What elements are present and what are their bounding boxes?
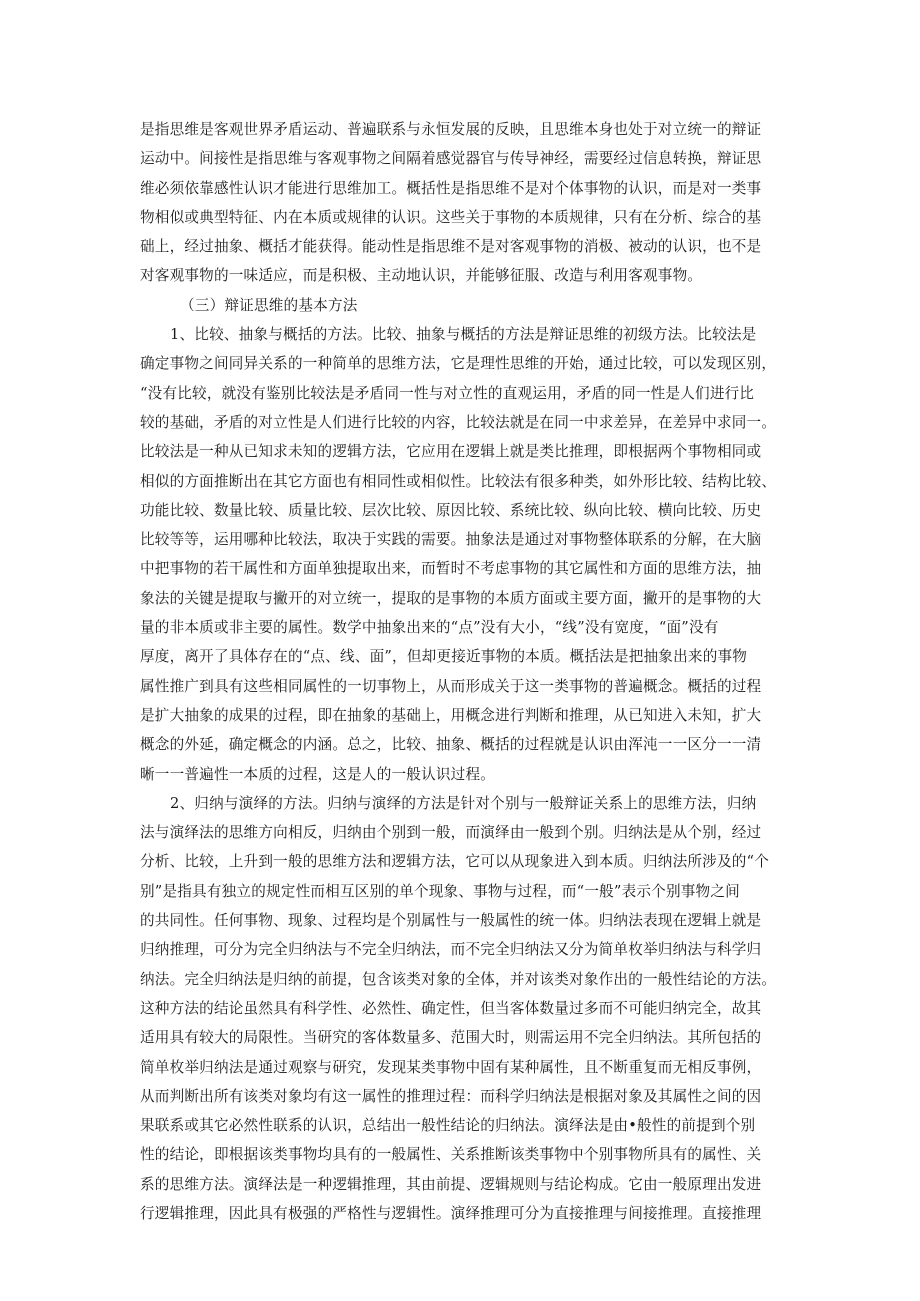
text-line: 厚度，离开了具体存在的“点、线、面”，但却更接近事物的本质。概括法是把抽象出来的事物 <box>140 648 748 666</box>
body-text <box>140 115 800 1228</box>
text-line: 确定事物之间同异关系的一种简单的思维方法，它是理性思维的开始，通过比较，可以发现区别， <box>140 355 777 373</box>
text-line: 对客观事物的一味适应，而是积极、主动地认识，并能够征服、改造与利用客观事物。 <box>140 267 703 285</box>
text-line: 较的基础，矛盾的对立性是人们进行比较的内容，比较法就是在同一中求差异，在差异中求同一。 <box>140 413 777 431</box>
text-line: 适用具有较大的局限性。当研究的客体数量多、范围大时，则需运用不完全归纳法。其所包括的 <box>140 1029 762 1047</box>
text-line: 2、归纳与演绎的方法。归纳与演绎的方法是针对个别与一般辩证关系上的思维方法，归纳 <box>170 794 757 812</box>
text-line: 是指思维是客观世界矛盾运动、普遍联系与永恒发展的反映，且思维本身也处于对立统一的辩证 <box>140 121 762 138</box>
text-line: 这种方法的结论虽然具有科学性、必然性、确定性，但当客体数量过多而不可能归纳完全，故其 <box>140 999 762 1017</box>
text-line: 1、比较、抽象与概括的方法。比较、抽象与概括的方法是辩证思维的初级方法。比较法是 <box>170 326 757 344</box>
text-line: 法与演绎法的思维方向相反，归纳由个别到一般，而演绎由一般到个别。归纳法是从个别，经过 <box>140 824 762 842</box>
text-line: 运动中。间接性是指思维与客观事物之间隔着感觉器官与传导神经，需要经过信息转换，辩证思 <box>140 150 762 168</box>
paragraph-2 <box>140 320 800 789</box>
text-line: 物相似或典型特征、内在本质或规律的认识。这些关于事物的本质规律，只有在分析、综合的基 <box>140 208 762 226</box>
text-line: 中把事物的若干属性和方面单独提取出来，而暂时不考虑事物的其它属性和方面的思维方法，抽 <box>140 560 762 578</box>
text-line: 是扩大抽象的成果的过程，即在抽象的基础上，用概念进行判断和推理，从已知进入未知，扩大 <box>140 706 762 724</box>
text-line: 别”是指具有独立的规定性而相互区别的单个现象、事物与过程，而“一般”表示个别事物之间 <box>140 882 740 900</box>
text-line: 性的结论，即根据该类事物均具有的一般属性、关系推断该类事物中个别事物所具有的属性、关 <box>140 1146 762 1164</box>
text-line: 相似的方面推断出在其它方面也有相同性或相似性。比较法有很多种类，如外形比较、结构比较、 <box>140 472 777 490</box>
text-line: “没有比较，就没有鉴别比较法是矛盾同一性与对立性的直观运用，矛盾的同一性是人们进行比 <box>140 384 755 402</box>
section-heading: （三）辩证思维的基本方法 <box>180 296 358 314</box>
text-line: 系的思维方法。演绎法是一种逻辑推理，其由前提、逻辑规则与结论构成。它由一般原理出发进 <box>140 1175 762 1193</box>
text-line: 归纳推理，可分为完全归纳法与不完全归纳法，而不完全归纳法又分为简单枚举归纳法与科学归 <box>140 941 762 959</box>
text-line: 简单枚举归纳法是通过观察与研究，发现某类事物中固有某种属性，且不断重复而无相反事例， <box>140 1058 762 1076</box>
text-line: 的共同性。任何事物、现象、过程均是个别属性与一般属性的统一体。归纳法表现在逻辑上就是 <box>140 912 762 930</box>
text-line: 量的非本质或非主要的属性。数学中抽象出来的“点”没有大小，“线”没有宽度，“面”没有 <box>140 619 719 637</box>
paragraph-1 <box>140 115 800 291</box>
text-line: 比较等等，运用哪种比较法，取决于实践的需要。抽象法是通过对事物整体联系的分解，在大脑 <box>140 531 762 549</box>
text-line: 分析、比较，上升到一般的思维方法和逻辑方法，它可以从现象进入到本质。归纳法所涉及的“个 <box>140 853 770 871</box>
text-line: 比较法是一种从已知求未知的逻辑方法，它应用在逻辑上就是类比推理，即根据两个事物相同或 <box>140 443 762 461</box>
text-line: 纳法。完全归纳法是归纳的前提，包含该类对象的全体，并对该类对象作出的一般性结论的方法。 <box>140 970 777 988</box>
text-line: 从而判断出所有该类对象均有这一属性的推理过程：而科学归纳法是根据对象及其属性之间的因 <box>140 1087 762 1105</box>
text-line: 果联系或其它必然性联系的认识，总结出一般性结论的归纳法。演绎法是由•般性的前提到个别 <box>140 1117 756 1135</box>
paragraph-3 <box>140 789 800 1228</box>
text-line: 概念的外延，确定概念的内涵。总之，比较、抽象、概括的过程就是认识由浑沌一一区分一一清 <box>140 736 762 754</box>
text-line: 行逻辑推理，因此具有极强的严格性与逻辑性。演绎推理可分为直接推理与间接推理。直接推理 <box>140 1204 762 1222</box>
text-line: 维必须依靠感性认识才能进行思维加工。概括性是指思维不是对个体事物的认识，而是对一类事 <box>140 179 762 197</box>
text-line: 属性推广到具有这些相同属性的一切事物上，从而形成关于这一类事物的普遍概念。概括的过程 <box>140 677 762 695</box>
text-line: 功能比较、数量比较、质量比较、层次比较、原因比较、系统比较、纵向比较、横向比较、历史 <box>140 501 762 519</box>
text-line: 象法的关键是提取与撇开的对立统一，提取的是事物的本质方面或主要方面，撇开的是事物的大 <box>140 589 762 607</box>
text-line: 晰一一普遍性一本质的过程，这是人的一般认识过程。 <box>140 765 496 783</box>
text-line: 础上，经过抽象、概括才能获得。能动性是指思维不是对客观事物的消极、被动的认识，也不是 <box>140 238 762 256</box>
